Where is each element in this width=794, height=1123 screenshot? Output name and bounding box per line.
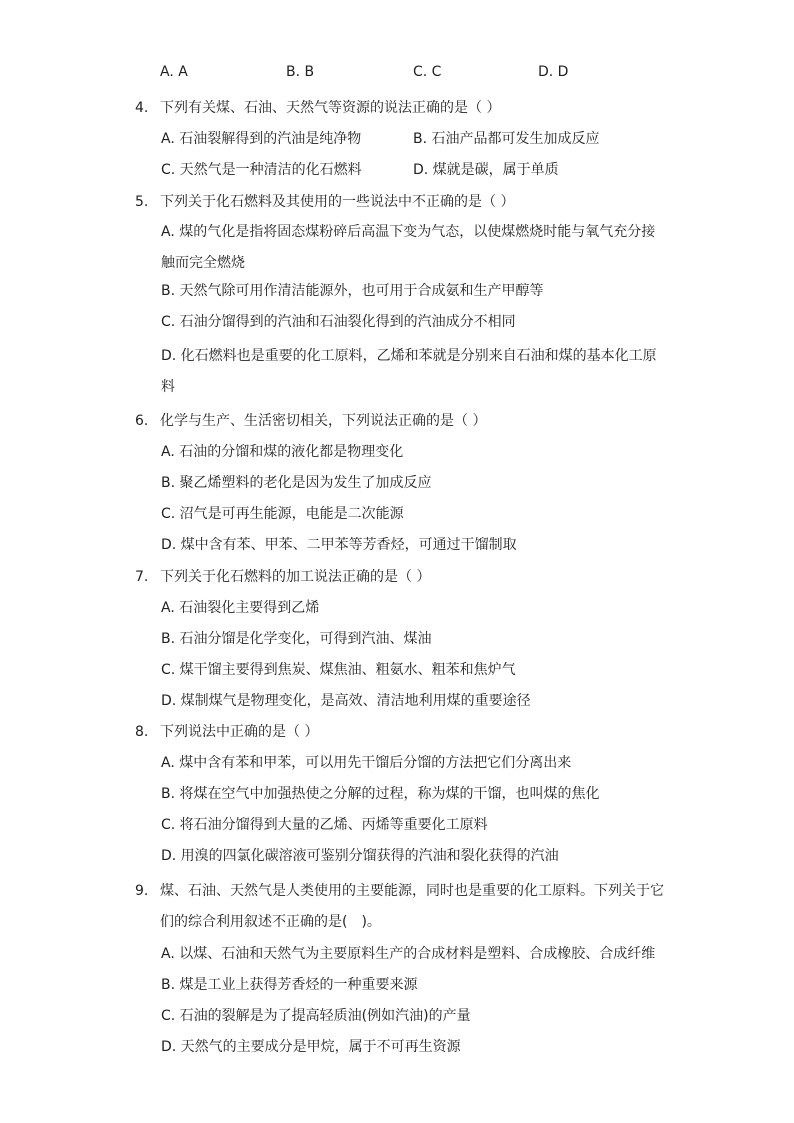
question-5: [135, 190, 665, 403]
option-d[interactable]: D. 天然气的主要成分是甲烷，属于不可再生资源: [161, 1039, 461, 1055]
question-stem: 化学与生产、生活密切相关，下列说法正确的是（ ）: [160, 413, 487, 429]
option-b[interactable]: B. 将煤在空气中加强热使之分解的过程，称为煤的干馏，也叫煤的焦化: [161, 786, 600, 802]
question-number: 8.: [135, 724, 149, 740]
question-number: 7.: [135, 569, 149, 585]
option-a[interactable]: A. 石油裂解得到的汽油是纯净物: [161, 131, 362, 147]
option-a[interactable]: A. 以煤、石油和天然气为主要原料生产的合成材料是塑料、合成橡胶、合成纤维: [161, 946, 656, 962]
option-d[interactable]: D. 煤制煤气是物理变化，是高效、清洁地利用煤的重要途径: [161, 693, 531, 709]
question-stem: 下列有关煤、石油、天然气等资源的说法正确的是（ ）: [160, 100, 501, 116]
option-a[interactable]: A. A: [160, 64, 188, 80]
question-number: 5.: [135, 194, 149, 210]
question-number: 6.: [135, 413, 149, 429]
question-6: [135, 409, 665, 564]
question-9: [135, 876, 665, 1066]
option-d[interactable]: D. 煤就是碳，属于单质: [413, 162, 559, 178]
option-b[interactable]: B. 石油分馏是化学变化，可得到汽油、煤油: [161, 631, 432, 647]
option-c[interactable]: C. 将石油分馏得到大量的乙烯、丙烯等重要化工原料: [161, 817, 488, 833]
question-8: [135, 720, 665, 875]
option-a[interactable]: A. 煤中含有苯和甲苯，可以用先干馏后分馏的方法把它们分离出来: [161, 755, 572, 771]
question-7: [135, 565, 665, 720]
option-c[interactable]: C. 石油分馏得到的汽油和石油裂化得到的汽油成分不相同: [161, 314, 516, 330]
question-stem: 下列说法中正确的是（ ）: [160, 724, 319, 740]
option-c[interactable]: C. 煤干馏主要得到焦炭、煤焦油、粗氨水、粗苯和焦炉气: [161, 662, 516, 678]
question-stem: 煤、石油、天然气是人类使用的主要能源，同时也是重要的化工原料。下列关于它们的综合利用叙述不正确的是( )。: [160, 883, 664, 930]
option-c[interactable]: C. 沼气是可再生能源，电能是二次能源: [161, 506, 404, 522]
option-a[interactable]: A. 石油裂化主要得到乙烯: [161, 600, 320, 616]
option-b[interactable]: B. 天然气除可用作清洁能源外，也可用于合成氨和生产甲醇等: [161, 283, 544, 299]
option-c[interactable]: C. 天然气是一种清洁的化石燃料: [161, 162, 362, 178]
option-b[interactable]: B. 石油产品都可发生加成反应: [413, 131, 600, 147]
option-d[interactable]: D. 煤中含有苯、甲苯、二甲苯等芳香烃，可通过干馏制取: [161, 537, 517, 553]
option-d[interactable]: D. 用溴的四氯化碳溶液可鉴别分馏获得的汽油和裂化获得的汽油: [161, 848, 559, 864]
option-c[interactable]: C. 石油的裂解是为了提高轻质油(例如汽油)的产量: [161, 1008, 471, 1024]
question-4: [135, 96, 665, 189]
previous-question-options: [160, 64, 640, 88]
option-b[interactable]: B. B: [286, 64, 315, 80]
question-number: 4.: [135, 100, 149, 116]
option-c[interactable]: C. C: [413, 64, 442, 80]
option-d[interactable]: D. 化石燃料也是重要的化工原料，乙烯和苯就是分别来自石油和煤的基本化工原料: [161, 348, 657, 395]
option-d[interactable]: D. D: [538, 64, 569, 80]
option-a[interactable]: A. 煤的气化是指将固态煤粉碎后高温下变为气态，以使煤燃烧时能与氧气充分接触而完全燃烧: [161, 224, 656, 271]
option-b[interactable]: B. 聚乙烯塑料的老化是因为发生了加成反应: [161, 475, 432, 491]
question-number: 9.: [135, 883, 149, 899]
question-stem: 下列关于化石燃料及其使用的一些说法中不正确的是（ ）: [160, 194, 515, 210]
option-b[interactable]: B. 煤是工业上获得芳香烃的一种重要来源: [161, 977, 418, 993]
question-stem: 下列关于化石燃料的加工说法正确的是（ ）: [160, 569, 431, 585]
option-a[interactable]: A. 石油的分馏和煤的液化都是物理变化: [161, 444, 404, 460]
